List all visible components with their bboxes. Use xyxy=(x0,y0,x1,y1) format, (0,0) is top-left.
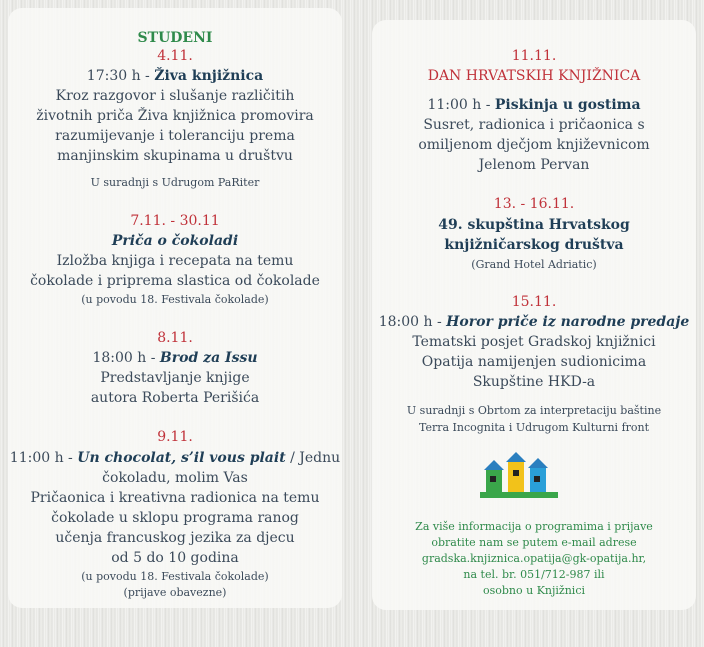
event-text: čokoladu, molim Vas xyxy=(102,470,248,486)
event-text: Skupštine HKD-a xyxy=(472,374,596,390)
event-text: Opatija namijenjen sudionicima xyxy=(421,354,647,370)
event-text: Jelenom Pervan xyxy=(478,157,590,173)
event-text: učenja francuskog jezika za djecu xyxy=(55,530,295,546)
event-text: razumijevanje i toleranciju prema xyxy=(55,128,295,144)
event-title: Priča o čokoladi xyxy=(111,233,239,249)
event-time: 17:30 h - xyxy=(86,68,155,84)
event-time-title xyxy=(8,68,342,84)
event-time-title xyxy=(8,350,342,366)
contact-phone: na tel. br. 051/712-987 ili xyxy=(463,568,605,581)
event-title: 49. skupština Hrvatskog xyxy=(438,217,630,233)
event-date: 9.11. xyxy=(157,429,193,445)
event-time-title xyxy=(372,314,696,330)
event-title: Brod za Issu xyxy=(159,350,258,366)
event-date: 13. - 16.11. xyxy=(493,196,575,212)
event-time: 18:00 h - xyxy=(92,350,160,366)
left-column xyxy=(8,0,342,647)
event-note: U suradnji s Obrtom za interpretaciju baštine xyxy=(406,404,662,417)
event-date: 8.11. xyxy=(157,330,193,346)
event-text: Kroz razgovor i slušanje različitih xyxy=(55,88,295,104)
event-date: 4.11. xyxy=(157,48,193,64)
event-note: (u povodu 18. Festivala čokolade) xyxy=(81,570,269,583)
event-title: Horor priče iz narodne predaje xyxy=(446,314,690,330)
event-text: životnih priča Živa knjižnica promovira xyxy=(36,108,314,124)
event-time: 18:00 h - xyxy=(378,314,447,330)
event-title-tail: / Jednu xyxy=(285,450,341,466)
event-note: (prijave obavezne) xyxy=(123,586,227,599)
right-column xyxy=(372,0,696,647)
event-text: Predstavljanje knjige xyxy=(100,370,250,386)
event-time-title xyxy=(372,97,696,113)
contact-text: obratite nam se putem e-mail adrese xyxy=(431,536,637,549)
event-note: Terra Incognita i Udrugom Kulturni front xyxy=(418,421,650,434)
library-logo-icon xyxy=(480,448,560,502)
contact-text: Za više informacija o programima i prijave xyxy=(415,520,653,533)
event-text: Pričaonica i kreativna radionica na temu xyxy=(30,490,320,506)
event-text: Izložba knjiga i recepata na temu xyxy=(56,253,294,269)
event-text: autora Roberta Perišića xyxy=(90,390,260,406)
event-title: Un chocolat, s’il vous plait xyxy=(77,450,286,466)
event-text: Susret, radionica i pričaonica s xyxy=(423,117,645,133)
event-date: 11.11. xyxy=(511,48,557,64)
event-text: od 5 do 10 godina xyxy=(111,550,239,566)
event-title: Piskinja u gostima xyxy=(494,97,641,113)
event-time: 11:00 h - xyxy=(427,97,495,113)
event-text: čokolade u sklopu programa ranog xyxy=(51,510,299,526)
month-heading: STUDENI xyxy=(137,30,213,46)
event-text: Tematski posjet Gradskoj knjižnici xyxy=(412,334,656,350)
event-title: knjižničarskog društva xyxy=(444,237,624,253)
event-text: manjinskim skupinama u društvu xyxy=(57,148,293,164)
event-date: 15.11. xyxy=(511,294,557,310)
event-subtitle: DAN HRVATSKIH KNJIŽNICA xyxy=(427,68,641,84)
event-title: Živa knjižnica xyxy=(154,68,264,84)
event-note: (u povodu 18. Festivala čokolade) xyxy=(81,293,269,306)
event-time: 11:00 h - xyxy=(9,450,78,466)
contact-text: osobno u Knjižnici xyxy=(482,584,586,597)
event-text: omiljenom dječjom književnicom xyxy=(418,137,650,153)
event-date: 7.11. - 30.11 xyxy=(130,213,220,229)
event-note: U suradnji s Udrugom PaRiter xyxy=(90,176,260,189)
contact-email: gradska.knjiznica.opatija@gk-opatija.hr, xyxy=(421,552,647,565)
event-text: čokolade i priprema slastica od čokolade xyxy=(30,273,320,289)
event-note: (Grand Hotel Adriatic) xyxy=(471,258,597,271)
event-time-title xyxy=(8,450,342,466)
